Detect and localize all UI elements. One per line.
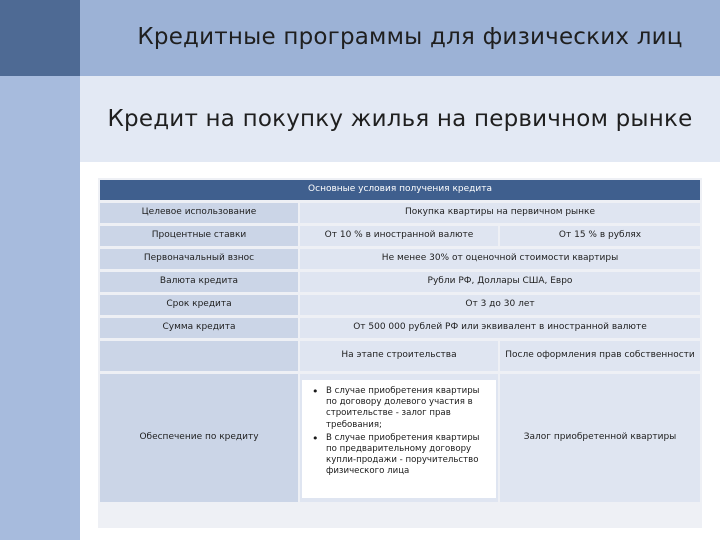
list-item: • В случае приобретения квартиры по предварительному договору купли-продажи - поручительство физического лица bbox=[312, 433, 490, 478]
collateral-col-a-header: На этапе строительства bbox=[300, 341, 498, 371]
row-label-downpayment: Первоначальный взнос bbox=[100, 249, 298, 269]
left-bar bbox=[0, 76, 80, 540]
row-value-downpayment: Не менее 30% от оценочной стоимости квартиры bbox=[300, 249, 700, 269]
row-label-currency: Валюта кредита bbox=[100, 272, 298, 292]
collateral-col-a-list bbox=[302, 380, 496, 498]
slide-title: Кредитные программы для физических лиц bbox=[137, 24, 683, 50]
slide-subtitle: Кредит на покупку жилья на первичном рынке bbox=[107, 106, 693, 132]
row-value-purpose: Покупка квартиры на первичном рынке bbox=[300, 203, 700, 223]
collateral-col-b-header: После оформления прав собственности bbox=[500, 341, 700, 371]
table-header: Основные условия получения кредита bbox=[100, 180, 700, 200]
row-value-amount: От 500 000 рублей РФ или эквивалент в иностранной валюте bbox=[300, 318, 700, 338]
corner-block bbox=[0, 0, 80, 76]
list-item: • В случае приобретения квартиры по договору долевого участия в строительстве - залог прав требования; bbox=[312, 386, 490, 431]
row-value-rate-rub: От 15 % в рублях bbox=[500, 226, 700, 246]
row-label-purpose: Целевое использование bbox=[100, 203, 298, 223]
collateral-label-spacer bbox=[100, 341, 298, 371]
row-value-term: От 3 до 30 лет bbox=[300, 295, 700, 315]
row-label-rates: Процентные ставки bbox=[100, 226, 298, 246]
row-label-amount: Сумма кредита bbox=[100, 318, 298, 338]
collateral-label: Обеспечение по кредиту bbox=[100, 374, 298, 502]
collateral-col-b-value: Залог приобретенной квартиры bbox=[500, 374, 700, 502]
row-label-term: Срок кредита bbox=[100, 295, 298, 315]
row-value-currency: Рубли РФ, Доллары США, Евро bbox=[300, 272, 700, 292]
row-value-rate-foreign: От 10 % в иностранной валюте bbox=[300, 226, 498, 246]
